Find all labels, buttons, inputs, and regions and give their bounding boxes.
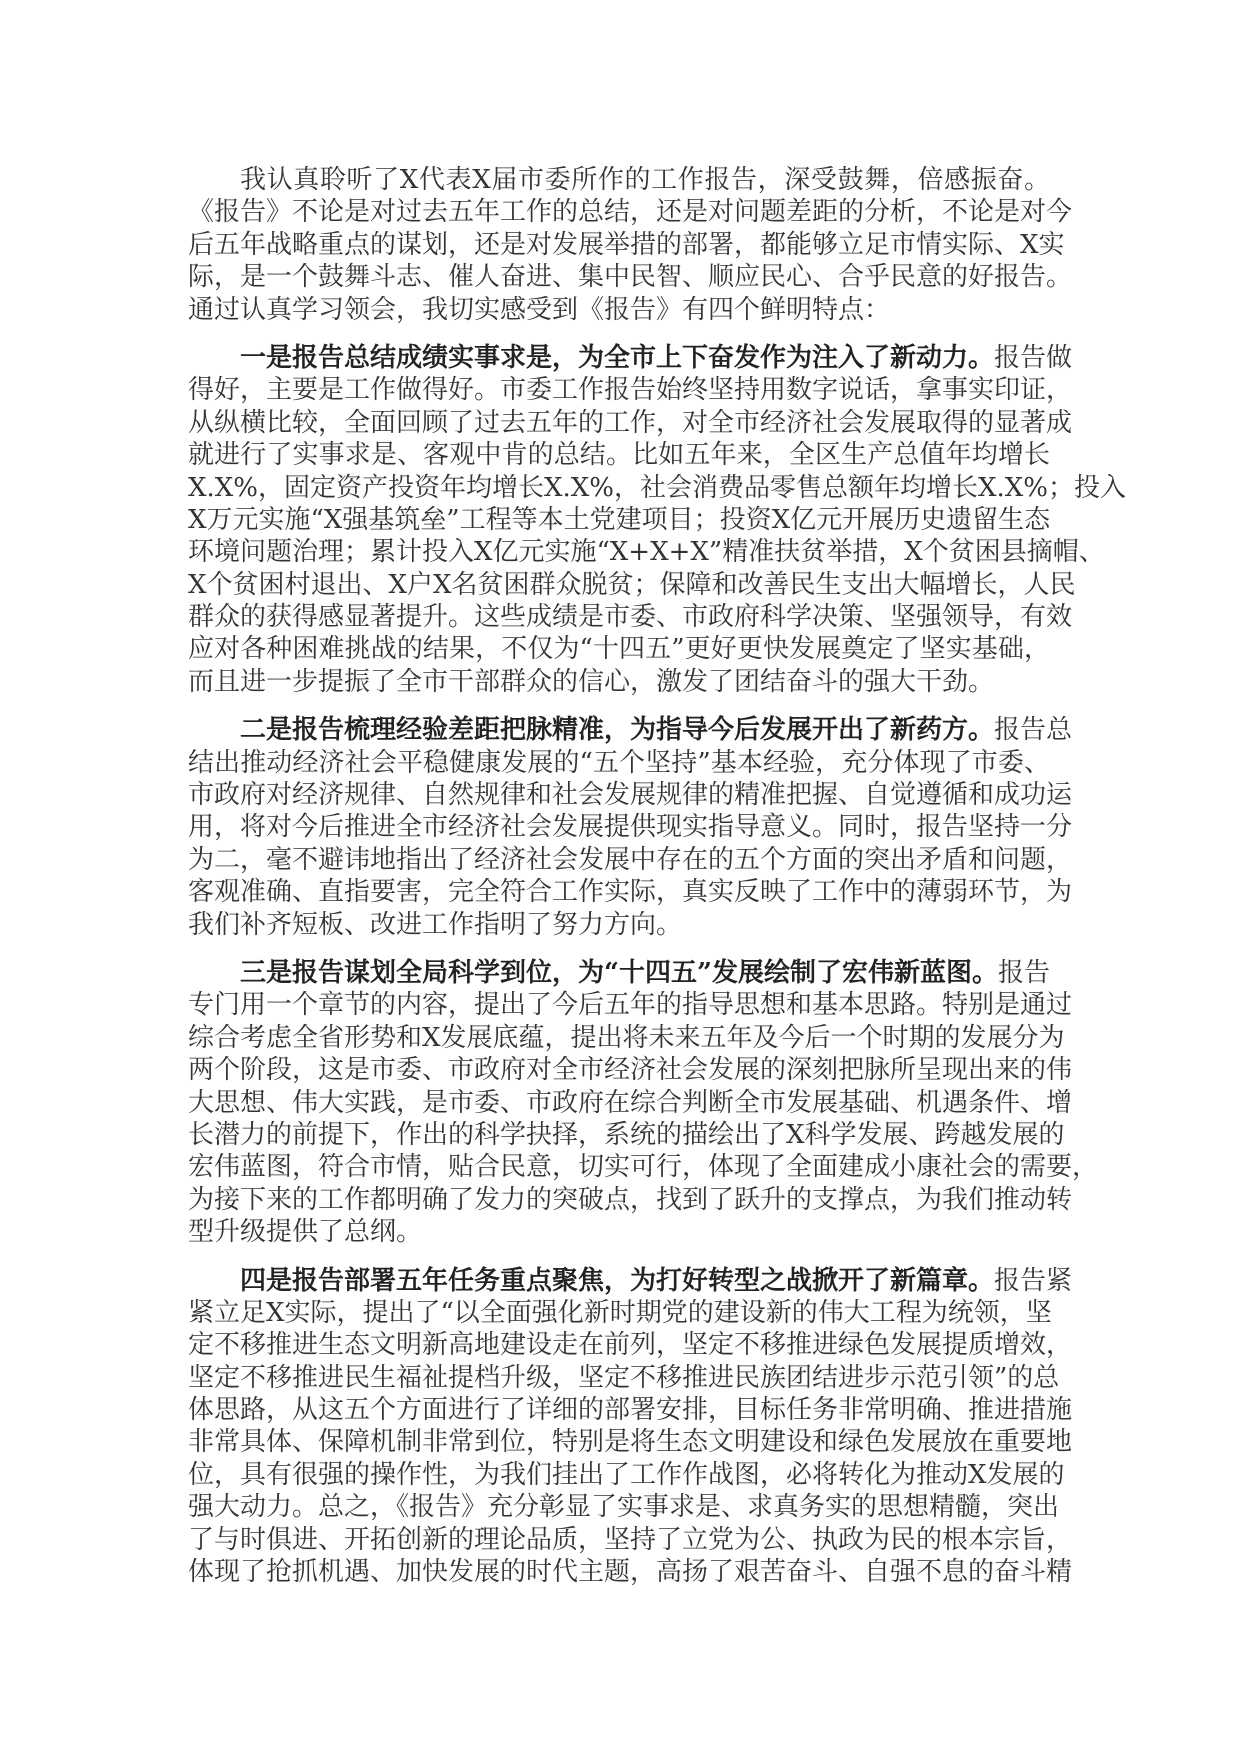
line-text: 群众的获得感显著提升。这些成绩是市委、市政府科学决策、坚强领导，有效 [188, 602, 1073, 633]
text-line [188, 779, 1073, 811]
text-line [188, 504, 1050, 536]
line-text: 报告 [997, 957, 1050, 988]
text-line [188, 747, 1050, 779]
text-line [188, 811, 1073, 843]
paragraph [188, 1265, 1073, 1589]
line-text: 市政府对经济规律、自然规律和社会发展规律的精准把握、自觉遵循和成功运 [188, 780, 1073, 811]
text-line [188, 1119, 1065, 1151]
line-text: 报告总 [994, 715, 1073, 746]
line-text: 通过认真学习领会，我切实感受到《报告》有四个鲜明特点： [188, 294, 891, 325]
text-line [188, 1151, 1099, 1183]
paragraph-lead-heading: 二是报告梳理经验差距把脉精准，为指导今后发展开出了新药方。 [240, 715, 995, 746]
line-text: 结出推动经济社会平稳健康发展的“五个坚持”基本经验，充分体现了市委、 [188, 747, 1050, 778]
line-text: 体现了抢抓机遇、加快发展的时代主题，高扬了艰苦奋斗、自强不息的奋斗精 [188, 1557, 1073, 1588]
text-line [188, 1556, 1073, 1588]
line-text: 我们补齐短板、改进工作指明了努力方向。 [188, 909, 683, 940]
text-line [188, 536, 1105, 568]
line-text: 际，是一个鼓舞斗志、催人奋进、集中民智、顺应民心、合乎民意的好报告。 [188, 262, 1073, 293]
text-line [188, 1362, 1060, 1394]
text-line [188, 1459, 1065, 1491]
text-line [188, 229, 1065, 261]
line-text: 位，具有很强的操作性，为我们挂出了工作作战图，必将转化为推动X发展的 [188, 1459, 1065, 1490]
text-line [188, 989, 1073, 1021]
line-text: X个贫困村退出、X户X名贫困群众脱贫；保障和改善民生支出大幅增长，人民 [188, 569, 1076, 600]
line-text: 而且进一步提振了全市干部群众的信心，激发了团结奋斗的强大干劲。 [188, 666, 995, 697]
line-text: 客观准确、直指要害，完全符合工作实际，真实反映了工作中的薄弱环节，为 [188, 877, 1073, 908]
text-line [188, 633, 1050, 665]
line-text: 综合考虑全省形势和X发展底蕴，提出将未来五年及今后一个时期的发展分为 [188, 1022, 1065, 1053]
text-line [188, 1394, 1073, 1426]
line-text: 用，将对今后推进全市经济社会发展提供现实指导意义。同时，报告坚持一分 [188, 812, 1073, 843]
line-text: 紧立足X实际，提出了“以全面强化新时期党的建设新的伟大工程为统领，坚 [188, 1297, 1052, 1328]
text-line [188, 294, 1050, 326]
line-text: 型升级提供了总纲。 [188, 1217, 423, 1248]
line-text: X.X%，固定资产投资年均增长X.X%，社会消费品零售总额年均增长X.X%；投入 [188, 472, 1126, 503]
line-text: 两个阶段，这是市委、市政府对全市经济社会发展的深刻把脉所呈现出来的伟 [188, 1055, 1073, 1086]
line-text: 从纵横比较，全面回顾了过去五年的工作，对全市经济社会发展取得的显著成 [188, 407, 1073, 438]
text-line [188, 1087, 1073, 1119]
line-text: 报告紧 [994, 1265, 1073, 1296]
line-text: 我认真聆听了X代表X届市委所作的工作报告，深受鼓舞，倍感振奋。 [240, 165, 1050, 195]
line-text: 长潜力的前提下，作出的科学抉择，系统的描绘出了X科学发展、跨越发展的 [188, 1119, 1065, 1150]
text-line [188, 1022, 1065, 1054]
text-line [188, 1184, 1073, 1216]
paragraph [188, 957, 1099, 1249]
text-line [188, 1265, 1073, 1297]
line-text: 大思想、伟大实践，是市委、市政府在综合判断全市发展基础、机遇条件、增 [188, 1087, 1073, 1118]
text-line [188, 261, 1073, 293]
paragraph-lead-heading: 一是报告总结成绩实事求是，为全市上下奋发作为注入了新动力。 [240, 342, 995, 373]
text-line [188, 876, 1073, 908]
paragraph [188, 714, 1073, 941]
line-text: 得好，主要是工作做得好。市委工作报告始终坚持用数字说话，拿事实印证， [188, 375, 1073, 406]
line-text: X万元实施“X强基筑垒”工程等本土党建项目；投资X亿元开展历史遗留生态 [188, 504, 1051, 535]
text-line [188, 714, 1073, 746]
text-line [188, 374, 1073, 406]
text-line [188, 1524, 1073, 1556]
line-text: 宏伟蓝图，符合市情，贴合民意，切实可行，体现了全面建成小康社会的需要， [188, 1152, 1099, 1183]
text-line [188, 909, 1050, 941]
text-line [188, 666, 1050, 698]
line-text: 强大动力。总之，《报告》充分彰显了实事求是、求真务实的思想精髓，突出 [188, 1492, 1060, 1523]
line-text: 非常具体、保障机制非常到位，特别是将生态文明建设和绿色发展放在重要地 [188, 1427, 1073, 1458]
text-line [188, 1329, 1073, 1361]
document-body [188, 164, 1126, 1604]
text-line [188, 1297, 1050, 1329]
text-line [188, 1491, 1060, 1523]
paragraph [188, 164, 1073, 326]
line-text: 专门用一个章节的内容，提出了今后五年的指导思想和基本思路。特别是通过 [188, 990, 1073, 1021]
text-line [188, 164, 1050, 196]
text-line [188, 1216, 1050, 1248]
text-line [188, 439, 1050, 471]
text-line [188, 472, 1126, 504]
text-line [188, 569, 1076, 601]
paragraph-lead-heading: 四是报告部署五年任务重点聚焦，为打好转型之战掀开了新篇章。 [240, 1265, 995, 1296]
line-text: 环境问题治理；累计投入X亿元实施“X+X+X”精准扶贫举措，X个贫困县摘帽、 [188, 537, 1105, 568]
line-text: 定不移推进生态文明新高地建设走在前列，坚定不移推进绿色发展提质增效， [188, 1330, 1073, 1361]
line-text: 应对各种困难挑战的结果，不仅为“十四五”更好更快发展奠定了坚实基础， [188, 634, 1050, 665]
paragraph-lead-heading: 三是报告谋划全局科学到位，为“十四五”发展绘制了宏伟新蓝图。 [240, 957, 998, 988]
text-line [188, 601, 1073, 633]
paragraph [188, 342, 1126, 698]
line-text: 了与时俱进、开拓创新的理论品质，坚持了立党为公、执政为民的根本宗旨， [188, 1524, 1073, 1555]
line-text: 《报告》不论是对过去五年工作的总结，还是对问题差距的分析，不论是对今 [188, 197, 1073, 228]
text-line [188, 1054, 1073, 1086]
line-text: 报告做 [994, 342, 1073, 373]
line-text: 后五年战略重点的谋划，还是对发展举措的部署，都能够立足市情实际、X实 [188, 229, 1065, 260]
text-line [188, 844, 1073, 876]
line-text: 坚定不移推进民生福祉提档升级，坚定不移推进民族团结进步示范引领”的总 [188, 1362, 1060, 1393]
line-text: 就进行了实事求是、客观中肯的总结。比如五年来，全区生产总值年均增长 [188, 440, 1050, 471]
text-line [188, 1426, 1073, 1458]
text-line [188, 407, 1073, 439]
text-line [188, 342, 1073, 374]
line-text: 为接下来的工作都明确了发力的突破点，找到了跃升的支撑点，为我们推动转 [188, 1184, 1073, 1215]
line-text: 体思路，从这五个方面进行了详细的部署安排，目标任务非常明确、推进措施 [188, 1395, 1073, 1426]
text-line [188, 196, 1073, 228]
text-line [188, 957, 1050, 989]
line-text: 为二，毫不避讳地指出了经济社会发展中存在的五个方面的突出矛盾和问题， [188, 844, 1073, 875]
